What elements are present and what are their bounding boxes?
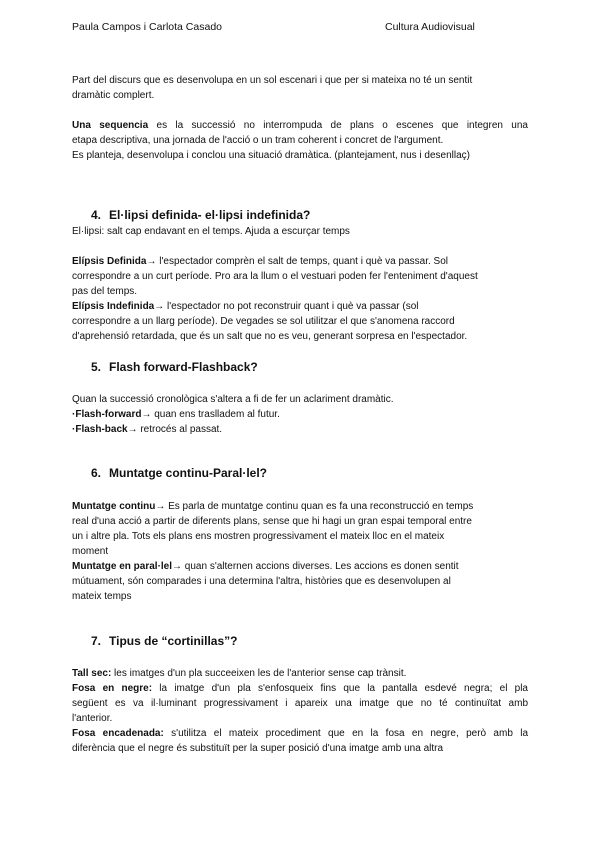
fosa-negre-term: Fosa en negre: [72,683,153,694]
indefinida-term: Elípsis Indefinida [72,301,155,312]
muntatge-paragraph: Muntatge continu→ Es parla de muntatge continu quan es fa una reconstrucció en temps real d'una acció a partir de diferents plans, sense que hi hagi un gran espai temporal entre un i altre pla. Tots els plans ens mostren progressivament el mateix lloc en el mateix moment Muntatge en paral·lel→ quan s'alternen accions diverses. Les accions es donen sentit mútuament, són comparades i una determina l'altra, històries que es desenvolupen al mateix temps [72,501,474,602]
muntatge-continu-term: Muntatge continu [72,501,156,512]
arrow-icon: → [154,301,165,312]
section-5-heading: 5. Flash forward-Flashback? [91,360,258,374]
sequencia-paragraph [72,118,528,148]
sequencia-term: Una sequencia [72,120,149,131]
flashback-paragraph: Quan la successió cronològica s'altera a fi de fer un aclariment dramàtic. ·Flash-forward→ quan ens traslladem al futur. ·Flash-back→ retrocés al passat. [72,394,394,435]
definida-term: Elípsis Definida [72,256,147,267]
intro-line: dramàtic complert. [72,90,155,101]
sequencia-line: Una sequencia es la successió no interrompuda de plans o escenes que integren una [72,120,528,131]
intro-line: Part del discurs que es desenvolupa en un sol escenari i que per si mateixa no té un sentit [72,75,473,86]
sequencia-line: Es planteja, desenvolupa i conclou una situació dramàtica. (plantejament, nus i desenllaç) [72,150,471,161]
intro-paragraph [72,73,528,103]
arrow-icon: → [146,256,157,267]
flash-back-term: ·Flash-back [72,424,128,435]
fosa-encadenada-term: Fosa encadenada: [72,728,164,739]
section-7-heading: 7. Tipus de “cortinillas”? [91,634,238,648]
section-6-heading: 6. Muntatge continu-Paral·lel? [91,466,268,480]
ellipsi-definida-paragraph: Elípsis Definida→ l'espectador comprèn el salt de temps, quant i què va passar. Sol correspondre a un curt període. Pro ara la llum o el vestuari poden fer l'enteniment d'aquest pas del temps. Elípsis Indefinida→ l'espectador no pot reconstruir quant i què va passar (sol correspondre a un llarg període). De vegades se sol utilitzar el que s'anomena raccord d'aprehensió retardada, que és un salt que no es veu, generant sorpresa en l'espectador. [72,256,478,342]
section-4-heading: 4. El·lipsi definida- el·lipsi indefinida? [91,208,311,222]
tall-sec-term: Tall sec: [72,668,112,679]
sequencia-summary [72,148,528,163]
ellipsi-definition: El·lipsi: salt cap endavant en el temps. Ajuda a escurçar temps [72,226,350,237]
header-authors: Paula Campos i Carlota Casado [72,21,222,33]
header-course: Cultura Audiovisual [385,21,475,33]
arrow-icon: → [141,409,152,420]
flash-forward-term: ·Flash-forward [72,409,142,420]
arrow-icon: → [172,561,183,572]
arrow-icon: → [127,424,138,435]
muntatge-parallel-term: Muntatge en paral·lel [72,561,173,572]
fosa-negre-paragraph: Fosa en negre: la imatge d'un pla s'enfosqueix fins que la pantalla esdevé negra; el pla següent es va il·luminant progressivament i apareix una imatge que no té continuïtat amb l'anterior. Fosa encadenada: s'utilitza el mateix procediment que en la fosa en negre, però amb la diferència que el negre és substituït per la super posició d'una imatge amb una altra [72,683,528,754]
sequencia-line: etapa descriptiva, una jornada de l'acció o un tram coherent i concret de l'argument. [72,135,444,146]
tall-sec-paragraph: Tall sec: les imatges d'un pla succeeixen les de l'anterior sense cap trànsit. [72,668,407,679]
arrow-icon: → [155,501,166,512]
